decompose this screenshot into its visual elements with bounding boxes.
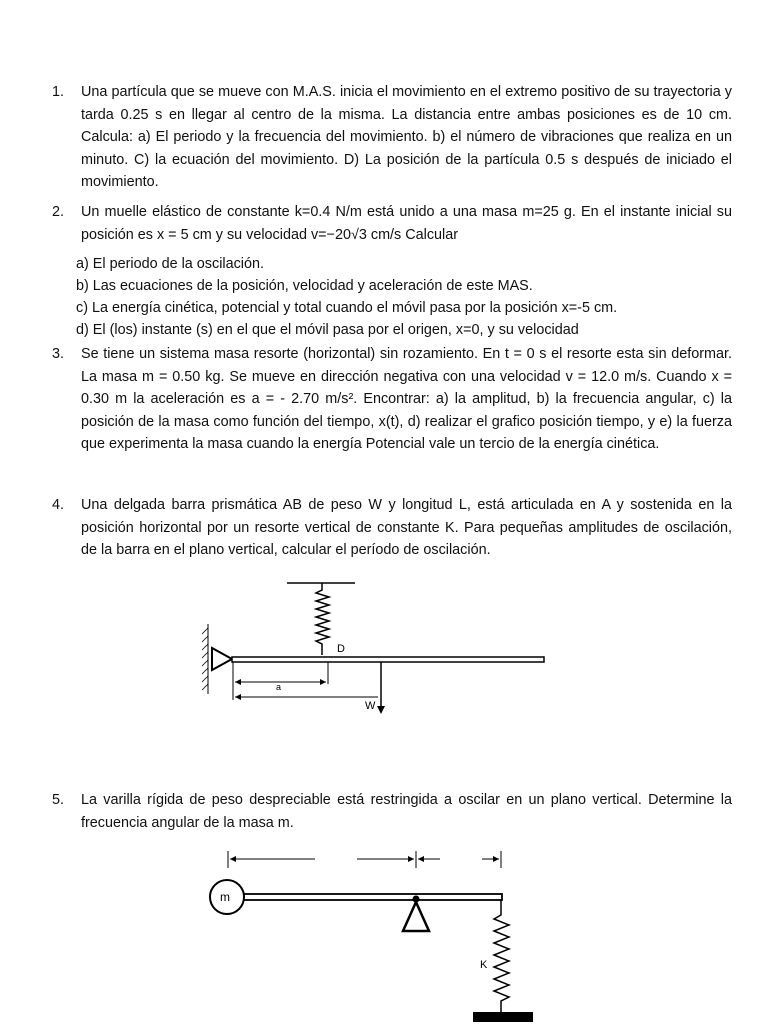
question-4 [52,494,732,562]
question-2 [52,201,732,246]
arrowhead [377,706,385,714]
list-item: d) El (los) instante (s) en el que el móvil pasa por el origen, x=0, y su velocidad [76,322,579,338]
question-number: 3. [52,346,65,362]
question-2-items [76,253,736,341]
wall-hatching [202,628,208,690]
arrowhead [235,679,241,685]
question-number: 4. [52,497,65,513]
question-text: Una partícula que se mueve con M.A.S. inicia el movimiento en el extremo positivo de su trayectoria y tarda 0.25 s en llegar al centro de la misma. La distancia entre ambas posiciones es de 10 cm. Calcula: a) El periodo y la frecuencia del movimiento. b) el número de vibraciones que realiza en un minuto. C) la ecuación del movimiento. D) La posición de la partícula 0.5 s después de iniciado el movimiento. [81,84,732,190]
question-text: Se tiene un sistema masa resorte (horizontal) sin rozamiento. En t = 0 s el resorte esta sin deformar. La masa m = 0.50 kg. Se mueve en dirección negativa con una velocidad v = 12.0 m/s. Cuando x = 0.30 m la aceleración es a = - 2.70 m/s². Encontrar: a) la amplitud, b) la frecuencia angular, c) la posición de la masa como función del tiempo, x(t), d) realizar el grafico posición tiempo, y e) la fuerza que experimenta la masa cuando la energía Potencial vale un tercio de la energía cinética. [81,346,732,452]
question-number: 2. [52,204,65,220]
list-item: b) Las ecuaciones de la posición, velocidad y aceleración de este MAS. [76,278,533,294]
question-text: Un muelle elástico de constante k=0.4 N/m está unido a una masa m=25 g. En el instante inicial su posición es x = 5 cm y su velocidad v=−20√3 cm/s Calcular [81,204,732,243]
arrowhead [235,694,241,700]
spring-label-d: D [337,643,345,655]
mass-label-m: m [220,890,230,904]
list-item: c) La energía cinética, potencial y total cuando el móvil pasa por la posición x=-5 cm. [76,300,618,316]
arrowhead [230,856,236,862]
rigid-rod [243,894,502,900]
weight-label-w: W [365,700,376,712]
question-text: Una delgada barra prismática AB de peso W y longitud L, está articulada en A y sostenida en la posición horizontal por un resorte vertical de constante K. Para pequeñas amplitudes de oscilación, de la barra en el plano vertical, calcular el período de oscilación. [81,497,732,558]
spring [316,583,329,655]
figure-4-hinged-bar [195,575,555,725]
question-1 [52,81,732,194]
question-number: 5. [52,792,65,808]
ground-base [473,1012,533,1022]
question-5 [52,789,732,834]
pivot-support [403,902,429,931]
figure-5-rigid-rod [205,845,540,1024]
dimension-label-a: a [276,682,282,692]
question-3 [52,343,732,456]
question-text: La varilla rígida de peso despreciable está restringida a oscilar en un plano vertical. Determine la frecuencia angular de la masa m. [81,792,732,831]
question-number: 1. [52,84,65,100]
arrowhead [493,856,499,862]
arrowhead [408,856,414,862]
arrowhead [320,679,326,685]
spring [494,900,509,1012]
pin-support [212,648,232,670]
list-item: a) El periodo de la oscilación. [76,256,264,272]
arrowhead [418,856,424,862]
bar-ab [232,657,544,662]
spring-label-k: K [480,959,488,971]
